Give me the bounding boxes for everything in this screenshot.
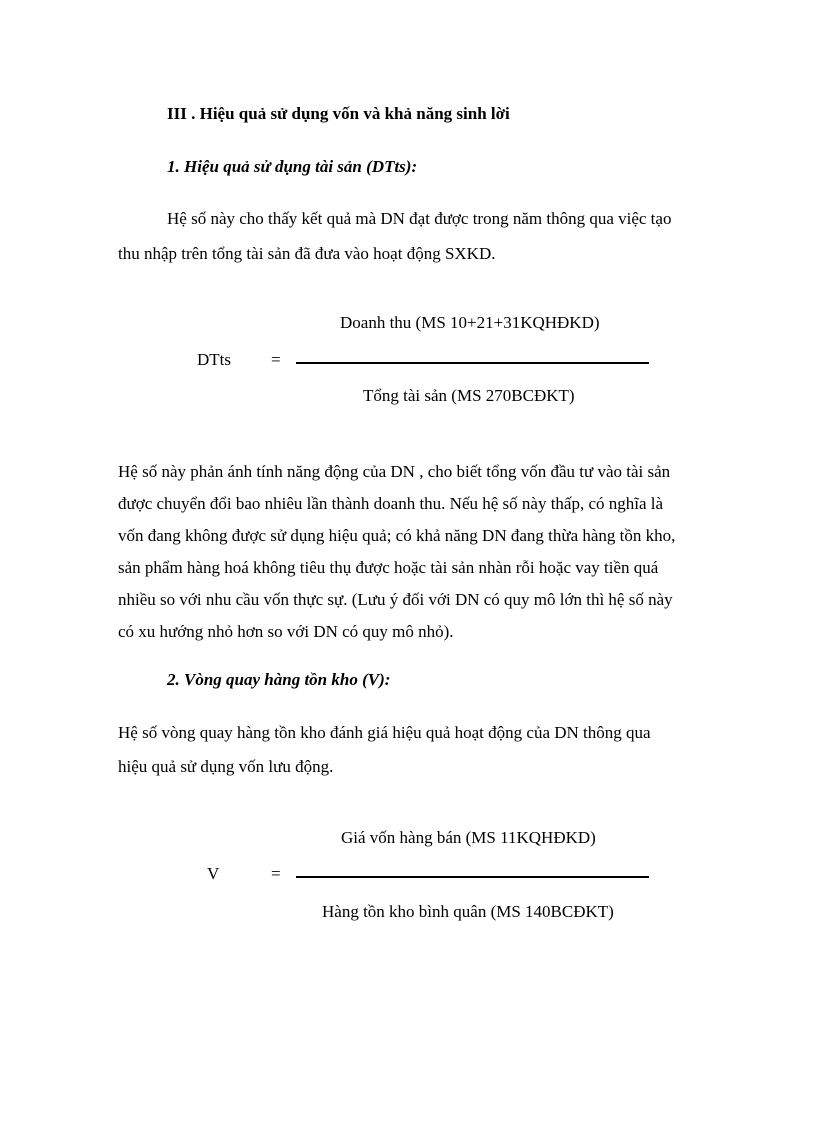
formula-v-numerator: Giá vốn hàng bán (MS 11KQHĐKD)	[341, 828, 596, 847]
item1-explanation-line-4: sản phẩm hàng hoá không tiêu thụ được hoặc tài sản nhàn rỗi hoặc vay tiền quá	[118, 558, 659, 577]
item1-explanation-line-6: có xu hướng nhỏ hơn so với DN có quy mô nhỏ).	[118, 622, 454, 641]
formula-v-fraction-bar	[296, 876, 649, 878]
formula-v-denominator: Hàng tồn kho bình quân (MS 140BCĐKT)	[322, 902, 614, 921]
item1-explanation-line-5: nhiều so với nhu cầu vốn thực sự. (Lưu ý đối với DN có quy mô lớn thì hệ số này	[118, 590, 673, 609]
item2-heading: 2. Vòng quay hàng tồn kho (V):	[167, 670, 391, 689]
section-heading: III . Hiệu quả sử dụng vốn và khả năng sinh lời	[167, 104, 510, 123]
item1-heading: 1. Hiệu quả sử dụng tài sản (DTts):	[167, 157, 418, 176]
item1-explanation-line-2: được chuyển đổi bao nhiêu lần thành doanh thu. Nếu hệ số này thấp, có nghĩa là	[118, 494, 664, 513]
formula-dtts-fraction-bar	[296, 362, 649, 364]
item2-intro-line-2: hiệu quả sử dụng vốn lưu động.	[118, 757, 334, 776]
item1-intro-line-1: Hệ số này cho thấy kết quả mà DN đạt được trong năm thông qua việc tạo	[167, 209, 672, 228]
formula-v-equals: =	[271, 864, 281, 883]
formula-v-lhs: V	[207, 864, 220, 883]
item1-explanation-line-3: vốn đang không được sử dụng hiệu quả; có khả năng DN đang thừa hàng tồn kho,	[118, 526, 676, 545]
item1-intro-line-2: thu nhập trên tổng tài sản đã đưa vào hoạt động SXKD.	[118, 244, 496, 263]
item1-explanation-line-1: Hệ số này phản ánh tính năng động của DN , cho biết tổng vốn đầu tư vào tài sản	[118, 462, 671, 481]
item2-intro-line-1: Hệ số vòng quay hàng tồn kho đánh giá hiệu quả hoạt động của DN thông qua	[118, 723, 651, 742]
formula-dtts-numerator: Doanh thu (MS 10+21+31KQHĐKD)	[340, 313, 600, 332]
formula-dtts-lhs: DTts	[197, 350, 231, 369]
formula-dtts-equals: =	[271, 350, 281, 369]
formula-dtts-denominator: Tổng tài sản (MS 270BCĐKT)	[363, 386, 575, 405]
